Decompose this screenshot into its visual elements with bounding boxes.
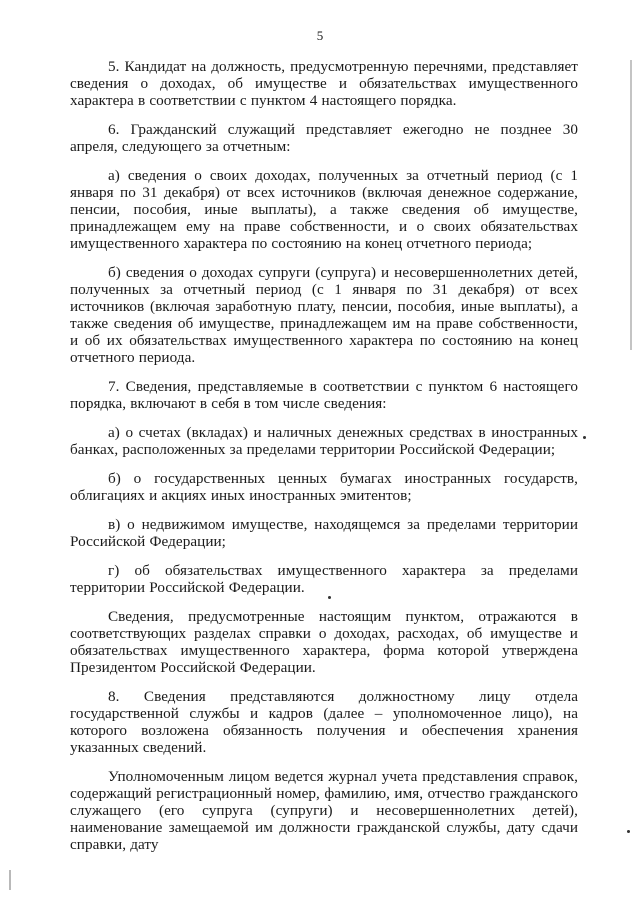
paragraph-7g: г) об обязательствах имущественного характера за пределами территории Российской Федерации. (70, 562, 578, 596)
paragraph-6a: а) сведения о своих доходах, полученных за отчетный период (с 1 января по 31 декабря) от всех источников (включая денежное содержание, пенсии, пособия, иные выплаты), а также сведения об имуществе, принадлежащем ему на праве собственности, и о своих обязательствах имущественного характера по состоянию на конец отчетного периода; (70, 167, 578, 252)
paragraph-6: 6. Гражданский служащий представляет ежегодно не позднее 30 апреля, следующего за отчетным: (70, 121, 578, 155)
paragraph-7: 7. Сведения, представляемые в соответствии с пунктом 6 настоящего порядка, включают в себя в том числе сведения: (70, 378, 578, 412)
scan-edge-left (9, 870, 11, 890)
paragraph-8-journal: Уполномоченным лицом ведется журнал учета представления справок, содержащий регистрационный номер, фамилию, имя, отчество гражданского служащего (его супруга (супруги) и несовершеннолетних детей), наименование замещаемой им должности гражданской службы, дату сдачи справки, дату (70, 768, 578, 853)
paragraph-8: 8. Сведения представляются должностному лицу отдела государственной службы и кадров (далее – уполномоченное лицо), на которого возложена обязанность получения и обеспечения хранения указанных сведений. (70, 688, 578, 756)
paragraph-6b: б) сведения о доходах супруги (супруга) и несовершеннолетних детей, полученных за отчетный период (с 1 января по 31 декабря) от всех источников (включая заработную плату, пенсии, пособия, иные выплаты), а также сведения об имуществе, принадлежащем им на праве собственности, и об их обязательствах имущественного характера по состоянию на конец отчетного периода. (70, 264, 578, 366)
paragraph-7v: в) о недвижимом имуществе, находящемся за пределами территории Российской Федерации; (70, 516, 578, 550)
document-body (70, 58, 578, 865)
paragraph-5: 5. Кандидат на должность, предусмотренную перечнями, представляет сведения о доходах, об имуществе и обязательствах имущественного характера в соответствии с пунктом 4 настоящего порядка. (70, 58, 578, 109)
paragraph-7-note: Сведения, предусмотренные настоящим пунктом, отражаются в соответствующих разделах справки о доходах, расходах, об имуществе и обязательствах имущественного характера, форма которой утверждена Президентом Российской Федерации. (70, 608, 578, 676)
paragraph-7a: а) о счетах (вкладах) и наличных денежных средствах в иностранных банках, расположенных за пределами территории Российской Федерации; (70, 424, 578, 458)
scan-edge-right (630, 60, 632, 350)
scan-speck (627, 830, 630, 833)
page-number: 5 (316, 28, 324, 43)
scan-speck (583, 436, 586, 439)
scan-speck (328, 596, 331, 599)
paragraph-7b: б) о государственных ценных бумагах иностранных государств, облигациях и акциях иных иностранных эмитентов; (70, 470, 578, 504)
